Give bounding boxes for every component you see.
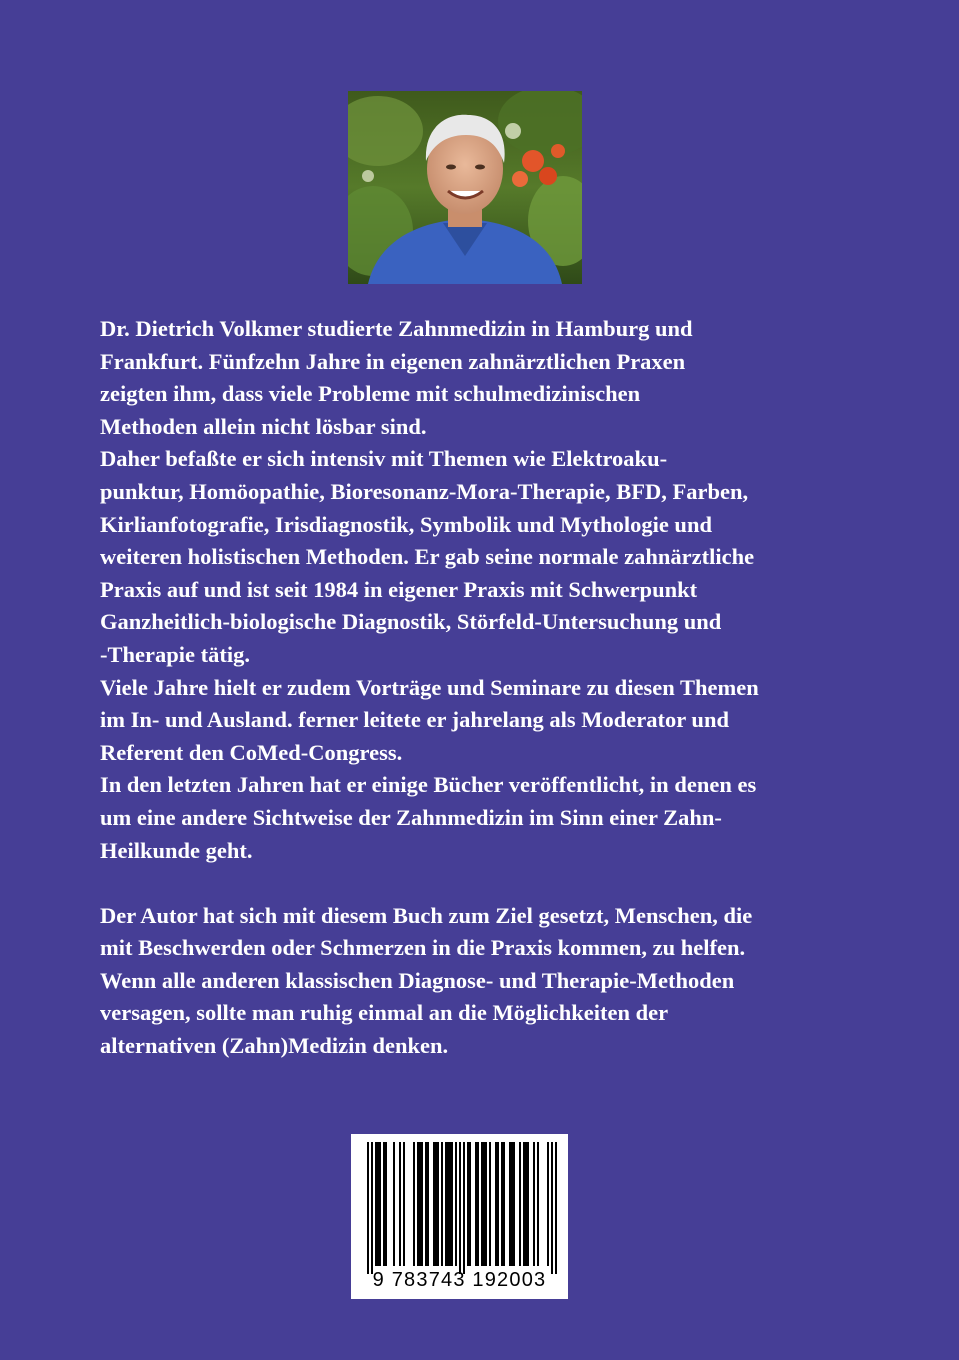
barcode-bar	[403, 1142, 405, 1266]
barcode-bar	[527, 1142, 529, 1266]
barcode-bar	[509, 1142, 511, 1266]
barcode-bar	[475, 1142, 477, 1266]
barcode-bar	[445, 1142, 447, 1266]
barcode-bar	[459, 1142, 461, 1274]
barcode-bar	[497, 1142, 499, 1266]
barcode-bar	[481, 1142, 483, 1266]
barcode-bar	[477, 1142, 479, 1266]
barcode-bar	[437, 1142, 439, 1266]
text-line: alternativen (Zahn)Medizin denken.	[100, 1033, 449, 1059]
barcode-bar	[413, 1142, 415, 1266]
text-line: mit Beschwerden oder Schmerzen in die Praxis kommen, zu helfen.	[100, 935, 746, 961]
barcode-bar	[433, 1142, 435, 1266]
barcode-bar	[519, 1142, 521, 1266]
barcode-bar	[533, 1142, 535, 1266]
barcode-bar	[447, 1142, 449, 1266]
barcode-bar	[393, 1142, 395, 1266]
isbn-digits: 9 783743 192003	[372, 1269, 547, 1291]
barcode-bar	[555, 1142, 557, 1274]
barcode-bar	[417, 1142, 419, 1266]
text-line: Referent den CoMed-Congress.	[100, 739, 403, 765]
barcode-bar	[463, 1142, 465, 1274]
bio-paragraph-4	[100, 769, 900, 867]
barcode-bar	[511, 1142, 513, 1266]
barcode-bar	[371, 1142, 373, 1274]
bio-paragraph-2	[100, 443, 900, 671]
barcode-bar	[485, 1142, 487, 1266]
barcode-bar	[427, 1142, 429, 1266]
barcode-bar	[513, 1142, 515, 1266]
bio-paragraph-3	[100, 672, 900, 770]
author-portrait-image	[348, 91, 582, 284]
barcode-bar	[419, 1142, 421, 1266]
text-line: Praxis auf und ist seit 1984 in eigener Praxis mit Schwerpunkt	[100, 576, 698, 602]
barcode-bar	[441, 1142, 443, 1266]
barcode-bar	[547, 1142, 549, 1266]
paragraph-spacer	[100, 867, 900, 900]
text-line: Daher befaßte er sich intensiv mit Themen wie Elektroaku-	[100, 446, 668, 472]
barcode-bar	[467, 1142, 469, 1266]
barcode-bar	[425, 1142, 427, 1266]
barcode-bar	[455, 1142, 457, 1266]
barcode-bar	[435, 1142, 437, 1266]
barcode-bar	[449, 1142, 451, 1266]
barcode-bar	[495, 1142, 497, 1266]
text-line: Kirlianfotografie, Irisdiagnostik, Symbolik und Mythologie und	[100, 511, 712, 537]
barcode-bar	[525, 1142, 527, 1266]
barcode-bar	[469, 1142, 471, 1266]
text-line: punktur, Homöopathie, Bioresonanz-Mora-Therapie, BFD, Farben,	[100, 478, 749, 504]
barcode-bar	[383, 1142, 385, 1266]
barcode-bar	[375, 1142, 377, 1266]
text-line: zeigten ihm, dass viele Probleme mit schulmedizinischen	[100, 381, 641, 407]
barcode-bar	[489, 1142, 491, 1266]
text-line: Methoden allein nicht lösbar sind.	[100, 413, 427, 439]
text-line: Ganzheitlich-biologische Diagnostik, Störfeld-Untersuchung und	[100, 609, 722, 635]
barcode-bar	[523, 1142, 525, 1266]
text-line: um eine andere Sichtweise der Zahnmedizin im Sinn einer Zahn-	[100, 804, 722, 830]
book-description	[100, 900, 900, 1063]
bio-paragraph-1	[100, 313, 900, 443]
text-line: im In- und Ausland. ferner leitete er jahrelang als Moderator und	[100, 707, 729, 733]
barcode-bar	[551, 1142, 553, 1274]
text-line: weiteren holistischen Methoden. Er gab seine normale zahnärztliche	[100, 544, 755, 570]
barcode-bar	[377, 1142, 379, 1266]
author-photo	[348, 91, 582, 284]
barcode-bar	[501, 1142, 503, 1266]
barcode-bar	[451, 1142, 453, 1266]
text-line: Frankfurt. Fünfzehn Jahre in eigenen zahnärztlichen Praxen	[100, 348, 686, 374]
text-line: Viele Jahre hielt er zudem Vorträge und Seminare zu diesen Themen	[100, 674, 759, 700]
barcode-bar	[399, 1142, 401, 1266]
text-line: -Therapie tätig.	[100, 641, 250, 667]
text-line: Heilkunde geht.	[100, 837, 253, 863]
author-bio	[100, 313, 900, 1063]
text-line: In den letzten Jahren hat er einige Bücher veröffentlicht, in denen es	[100, 772, 757, 798]
text-line: versagen, sollte man ruhig einmal an die Möglichkeiten der	[100, 1000, 669, 1026]
isbn-barcode	[351, 1134, 568, 1299]
text-line: Dr. Dietrich Volkmer studierte Zahnmedizin in Hamburg und	[100, 316, 693, 341]
barcode-bar	[483, 1142, 485, 1266]
text-line: Der Autor hat sich mit diesem Buch zum Ziel gesetzt, Menschen, die	[100, 902, 753, 928]
text-line: Wenn alle anderen klassischen Diagnose- und Therapie-Methoden	[100, 967, 735, 993]
barcode-bar	[385, 1142, 387, 1266]
barcode-bar	[503, 1142, 505, 1266]
barcode-bar	[367, 1142, 369, 1274]
barcode-bar	[537, 1142, 539, 1266]
barcode-bar	[379, 1142, 381, 1266]
barcode-bar	[421, 1142, 423, 1266]
